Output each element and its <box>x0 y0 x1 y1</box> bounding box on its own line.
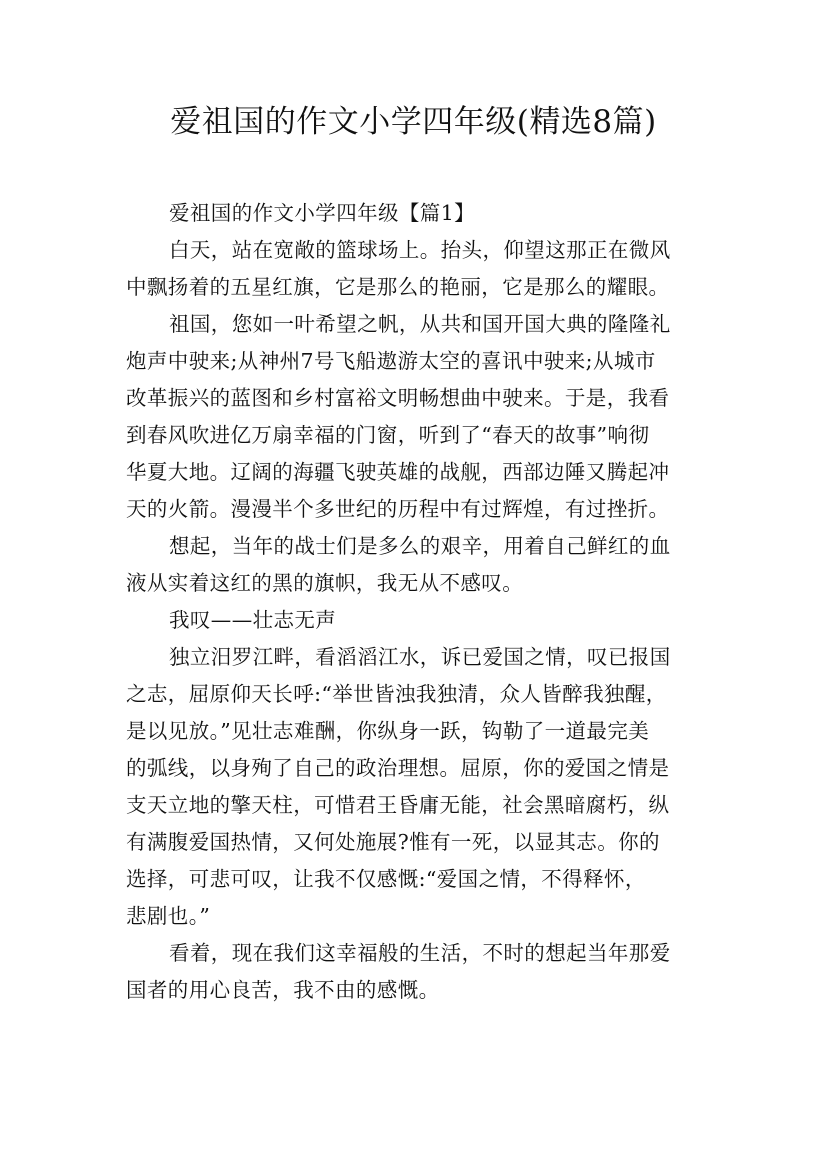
text-line: 我叹——壮志无声 <box>169 608 337 632</box>
text-line: 国者的用心良苦，我不由的感慨。 <box>126 978 440 1002</box>
text-line: 的弧线，以身殉了自己的政治理想。屈原，你的爱国之情是 <box>126 756 670 780</box>
text-line: 中飘扬着的五星红旗，它是那么的艳丽，它是那么的耀眼。 <box>126 275 670 299</box>
text-line: 天的火箭。漫漫半个多世纪的历程中有过辉煌，有过挫折。 <box>126 497 670 521</box>
text-line: 悲剧也。” <box>126 904 211 928</box>
text-line: 独立汨罗江畔，看滔滔江水，诉已爱国之情，叹已报国 <box>169 645 671 669</box>
document-title: 爱祖国的作文小学四年级(精选8篇) <box>170 104 657 140</box>
text-line: 祖国，您如一叶希望之帆，从共和国开国大典的隆隆礼 <box>169 312 671 336</box>
text-line: 液从实着这红的黑的旗帜，我无从不感叹。 <box>126 571 524 595</box>
text-line: 改革振兴的蓝图和乡村富裕文明畅想曲中驶来。于是，我看 <box>126 386 670 410</box>
text-line: 炮声中驶来;从神州7号飞船遨游太空的喜讯中驶来;从城市 <box>126 349 656 373</box>
text-line: 是以见放。”见壮志难酬，你纵身一跃，钩勒了一道最完美 <box>126 719 650 743</box>
text-line: 爱祖国的作文小学四年级【篇1】 <box>169 201 476 225</box>
text-line: 华夏大地。辽阔的海疆飞驶英雄的战舰，西部边陲又腾起冲 <box>126 460 670 484</box>
text-line: 白天，站在宽敞的篮球场上。抬头，仰望这那正在微风 <box>169 238 671 262</box>
text-line: 想起，当年的战士们是多么的艰辛，用着自己鲜红的血 <box>169 534 671 558</box>
text-line: 选择，可悲可叹，让我不仅感慨:“爱国之情，不得释怀， <box>126 867 646 891</box>
text-line: 之志，屈原仰天长呼:“举世皆浊我独清，众人皆醉我独醒， <box>126 682 667 706</box>
text-line: 到春风吹进亿万扇幸福的门窗，听到了“春天的故事”响彻 <box>126 423 650 447</box>
document-body <box>126 195 716 1009</box>
text-line: 支天立地的擎天柱，可惜君王昏庸无能，社会黑暗腐朽，纵 <box>126 793 670 817</box>
text-line: 有满腹爱国热情，又何处施展?惟有一死，以显其志。你的 <box>126 830 660 854</box>
text-line: 看着，现在我们这幸福般的生活，不时的想起当年那爱 <box>169 941 671 965</box>
